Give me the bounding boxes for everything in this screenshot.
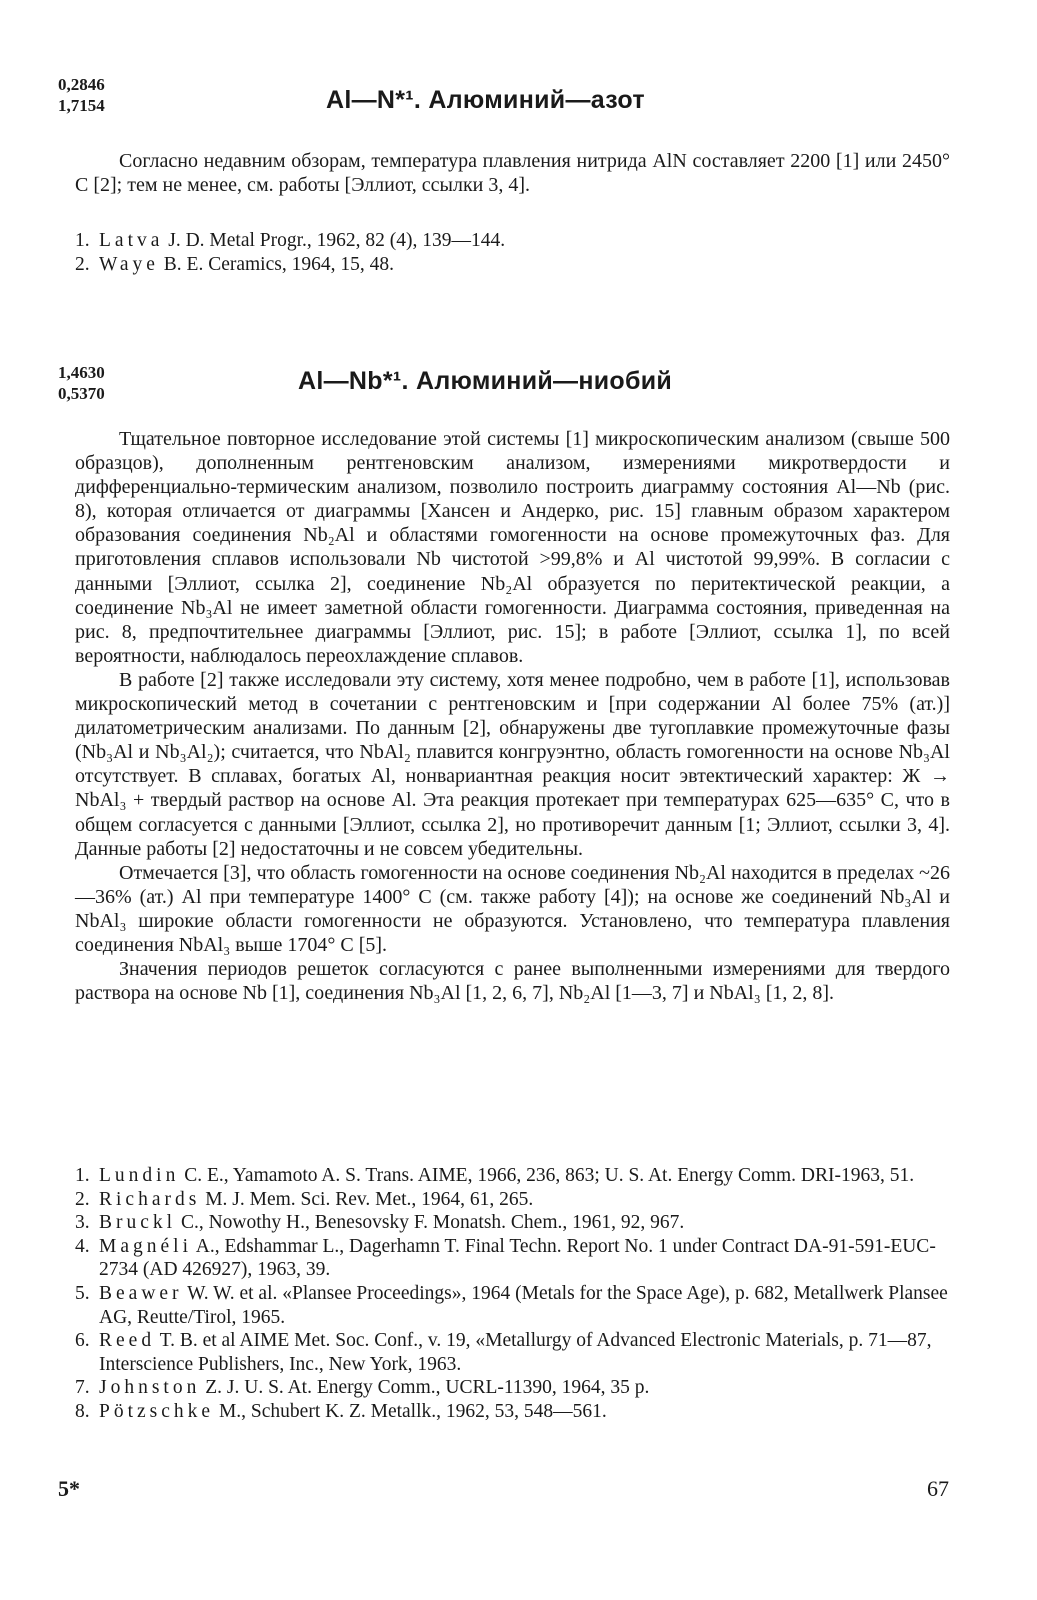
reference-number: 6. bbox=[75, 1330, 90, 1352]
reference-text: Z. J. U. S. At. Energy Comm., UCRL-11390, 1964, 35 p. bbox=[205, 1377, 650, 1399]
reference-author: Lundin bbox=[99, 1165, 180, 1186]
reference-text: C., Nowothy H., Benesovsky F. Monatsh. Chem., 1961, 92, 967. bbox=[180, 1212, 685, 1234]
section-heading-al-nb: Al—Nb*¹. Алюминий—ниобий bbox=[298, 367, 673, 395]
reference-item bbox=[75, 1376, 950, 1400]
ratio-value-2: 1,7154 bbox=[58, 96, 105, 115]
reference-author: Bruckl bbox=[99, 1212, 177, 1234]
reference-number: 4. bbox=[75, 1235, 90, 1257]
reference-list-al-nb bbox=[75, 1164, 950, 1424]
reference-item bbox=[75, 1235, 950, 1282]
page-number: 67 bbox=[927, 1476, 949, 1501]
section-body-al-nb bbox=[75, 427, 950, 1005]
reference-item bbox=[75, 1329, 950, 1376]
reference-text: W. W. et al. «Plansee Proceedings», 1964 (Metals for the Space Age), p. 682, Metallwerk Plansee AG, Reutte/Tirol, 1965. bbox=[99, 1282, 948, 1328]
paragraph: Отмечается [3], что область гомогенности на основе соединения Nb₂Al находится в пределах ~26—36% (ат.) Al при температуре 1400° С (см. также работу [4]); на основе же соединений Nb₃Al и NbAl₃ широкие области гомогенности не образуются. Установлено, что температура плавления соединения NbAl₃ выше 1704° С [5]. bbox=[75, 861, 950, 956]
reference-text: B. E. Ceramics, 1964, 15, 48. bbox=[163, 253, 394, 275]
paragraph: Значения периодов решеток согласуются с ранее выполненными измерениями для твердого раствора на основе Nb [1], соединения Nb₃Al [1, 2, 6, 7], Nb₂Al [1—3, 7] и NbAl₃ [1, 2, 8]. bbox=[75, 958, 950, 1005]
paragraph: Тщательное повторное исследование этой системы [1] микроскопическим анализом (свыше 500 образцов), дополненным рентгеновским анализом, измерениями микротвердости и дифференциально-термическим анализом, позволило построить диаграмму состояния Al—Nb (рис. 8), которая отличается от диаграммы [Хансен и Андерко, рис. 15] главным образом характером образования соединения Nb₂Al и областями гомогенности на основе промежуточных фаз. Для приготовления сплавов использовали Nb чистотой >99,8% и Al чистотой 99,99%. В согласии с данными [Эллиот, ссылка 2], соединение Nb₂Al образуется по перитектической реакции, а соединение Nb₃Al не имеет заметной области гомогенности. Диаграмма состояния, приведенная на рис. 8, предпочтительнее диаграммы [Эллиот, рис. 15]; в работе [Эллиот, ссылка 1], по всей вероятности, наблюдалось переохлаждение сплавов. bbox=[75, 428, 950, 667]
atomic-ratio-numbers bbox=[58, 362, 105, 404]
reference-number: 3. bbox=[75, 1212, 90, 1234]
reference-author: Magnéli bbox=[99, 1235, 192, 1257]
reference-item bbox=[75, 1164, 950, 1188]
reference-text: M., Schubert K. Z. Metallk., 1962, 53, 548—561. bbox=[218, 1400, 607, 1422]
paragraph: В работе [2] также исследовали эту систему, хотя менее подробно, чем в работе [1], использовав микроскопический метод в сочетании с рентгеновским и [при содержании Al более 75% (ат.)] дилатометрическим анализами. По данным [2], обнаружены две тугоплавкие промежуточные фазы (Nb₃Al и Nb₃Al₂); считается, что NbAl₂ плавится конгруэнтно, область гомогенности на основе Nb₃Al отсутствует. В сплавах, богатых Al, нонвариантная реакция носит эвтектический характер: Ж → NbAl₃ + твердый раствор на основе Al. Эта реакция протекает при температурах 625—635° С, что в общем согласуется с данными [Эллиот, ссылка 2], но противоречит данным [1; Эллиот, ссылки 3, 4]. Данные работы [2] недостаточны и не совсем убедительны. bbox=[75, 668, 950, 860]
reference-item bbox=[75, 1282, 950, 1329]
atomic-ratio-numbers bbox=[58, 74, 105, 116]
reference-number: 5. bbox=[75, 1282, 90, 1304]
reference-item bbox=[75, 253, 950, 277]
reference-text: A., Edshammar L., Dagerhamn T. Final Techn. Report No. 1 under Contract DA-91-591-EUC-2734 (AD 426927), 1963, 39. bbox=[99, 1235, 936, 1281]
reference-item bbox=[75, 1211, 950, 1235]
reference-author: Pötzschke bbox=[99, 1400, 215, 1422]
section-heading-al-n: Al—N*¹. Алюминий—азот bbox=[326, 86, 645, 114]
reference-author: Johnston bbox=[99, 1377, 201, 1399]
section-body-al-n bbox=[75, 149, 950, 197]
reference-number: 1. bbox=[75, 230, 90, 251]
signature-mark: 5* bbox=[58, 1476, 80, 1501]
reference-number: 1. bbox=[75, 1165, 90, 1186]
reference-item bbox=[75, 229, 950, 253]
reference-list-al-n bbox=[75, 229, 950, 276]
reference-author: Richards bbox=[99, 1188, 201, 1210]
reference-number: 7. bbox=[75, 1377, 90, 1399]
reference-text: C. E., Yamamoto A. S. Trans. AIME, 1966, 236, 863; U. S. At. Energy Comm. DRI-1963, 51. bbox=[184, 1165, 915, 1186]
paragraph: Согласно недавним обзорам, температура плавления нитрида AlN составляет 2200 [1] или 2450° С [2]; тем не менее, см. работы [Эллиот, ссылки 3, 4]. bbox=[75, 150, 950, 197]
reference-author: Beawer bbox=[99, 1282, 183, 1304]
ratio-value-2: 0,5370 bbox=[58, 384, 105, 403]
reference-number: 2. bbox=[75, 1188, 90, 1210]
reference-author: Latva bbox=[99, 230, 164, 251]
reference-text: M. J. Mem. Sci. Rev. Met., 1964, 61, 265. bbox=[205, 1188, 534, 1210]
reference-author: Reed bbox=[99, 1330, 156, 1352]
reference-text: J. D. Metal Progr., 1962, 82 (4), 139—144. bbox=[168, 230, 506, 251]
ratio-value-1: 0,2846 bbox=[58, 75, 105, 94]
reference-number: 2. bbox=[75, 253, 90, 275]
reference-number: 8. bbox=[75, 1400, 90, 1422]
reference-text: T. B. et al AIME Met. Soc. Conf., v. 19, «Metallurgy of Advanced Electronic Materials, p. 71—87, Interscience Publishers, Inc., New York, 1963. bbox=[99, 1330, 932, 1375]
reference-author: Waye bbox=[99, 253, 159, 275]
ratio-value-1: 1,4630 bbox=[58, 363, 105, 382]
reference-item bbox=[75, 1188, 950, 1212]
reference-item bbox=[75, 1400, 950, 1424]
